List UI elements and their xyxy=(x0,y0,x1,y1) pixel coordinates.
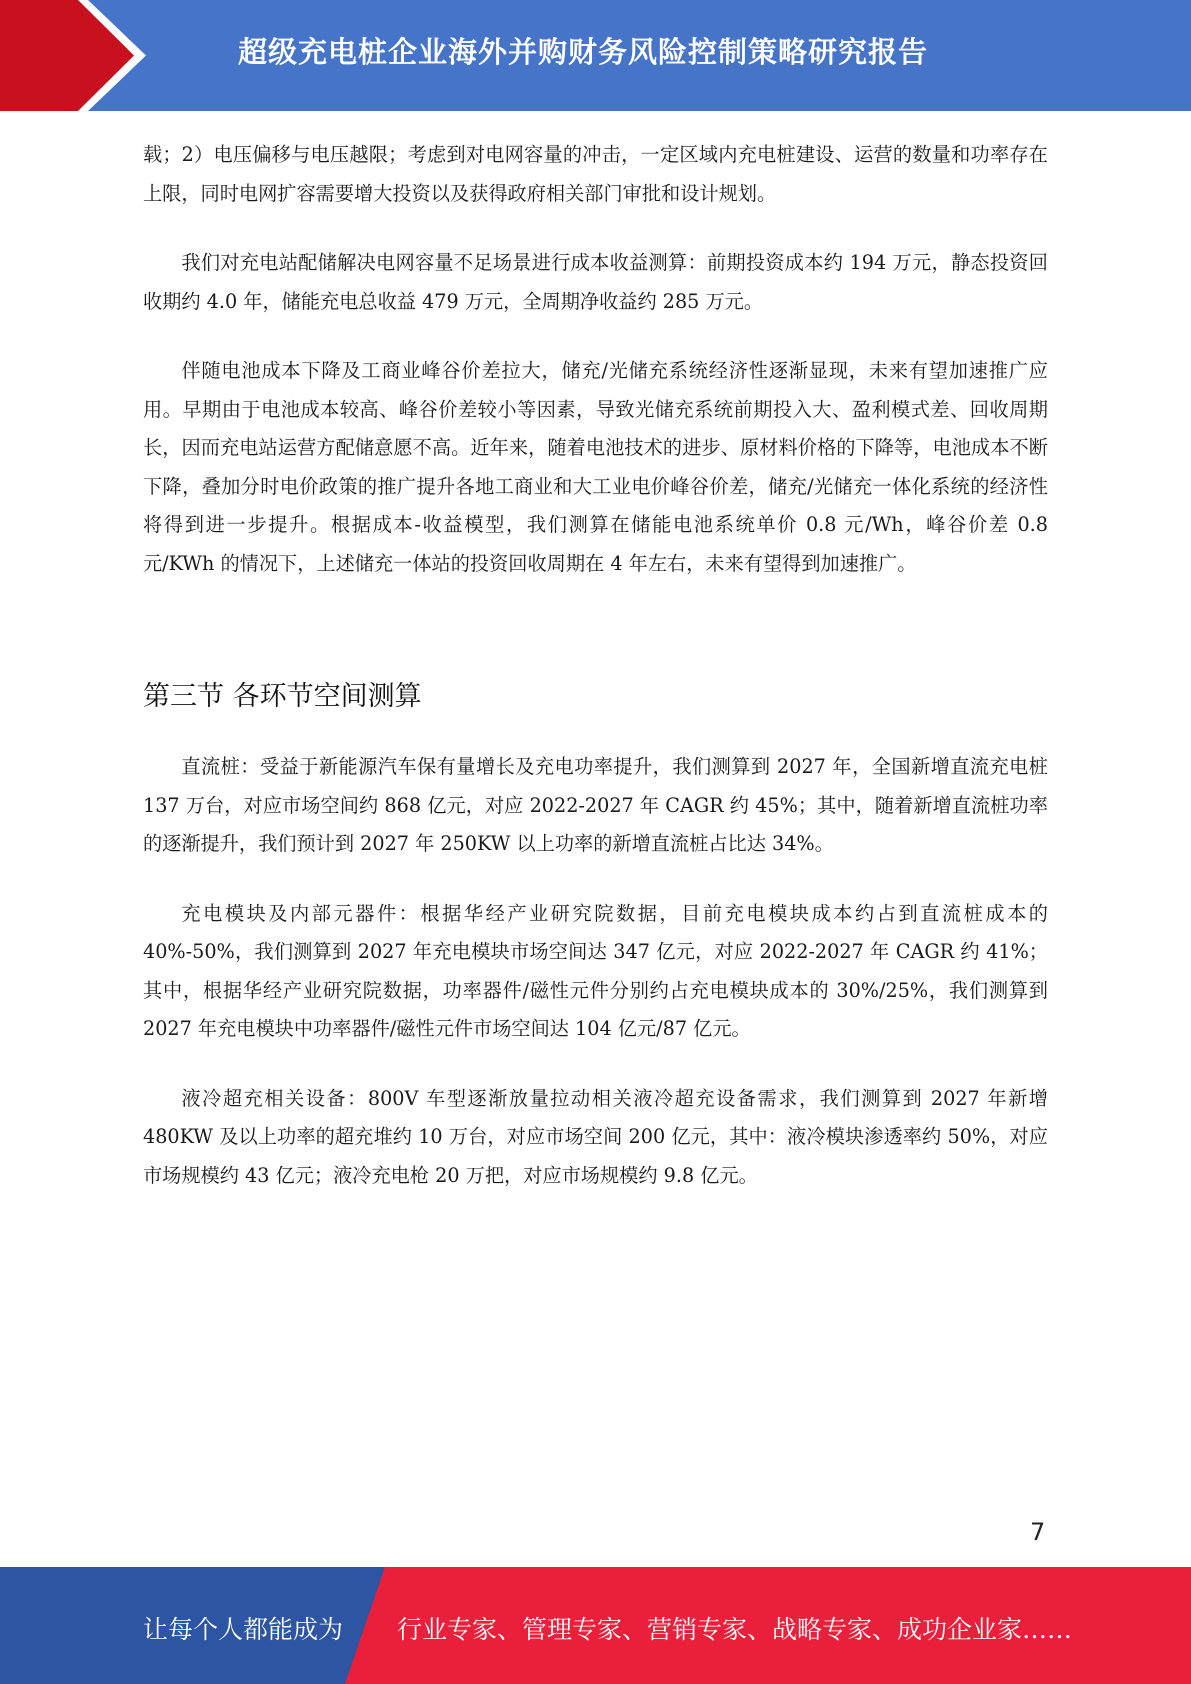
paragraph: 伴随电池成本下降及工商业峰谷价差拉大，储充/光储充系统经济性逐渐显现，未来有望加速推广应用。早期由于电池成本较高、峰谷价差较小等因素，导致光储充系统前期投入大、盈利模式差、回收周期长，因而充电站运营方配储意愿不高。近年来，随着电池技术的进步、原材料价格的下降等，电池成本不断下降，叠加分时电价政策的推广提升各地工商业和大工业电价峰谷价差，储充/光储充一体化系统的经济性将得到进一步提升。根据成本-收益模型，我们测算在储能电池系统单价 0.8 元/Wh，峰谷价差 0.8 元/KWh 的情况下，上述储充一体站的投资回收周期在 4 年左右，未来有望得到加速推广。 xyxy=(143,359,1048,575)
paragraph: 充电模块及内部元器件：根据华经产业研究院数据，目前充电模块成本约占到直流桩成本的40%-50%，我们测算到 2027 年充电模块市场空间达 347 亿元，对应 2022-2027 年 CAGR 约 41%；其中，根据华经产业研究院数据，功率器件/磁性元件分别约占充电模块成本的 30%/25%，我们测算到 2027 年充电模块中功率器件/磁性元件市场空间达 104 亿元/87 亿元。 xyxy=(143,901,1048,1040)
paragraph: 直流桩：受益于新能源汽车保有量增长及充电功率提升，我们测算到 2027 年，全国新增直流充电桩 137 万台，对应市场空间约 868 亿元，对应 2022-2027 年 CAGR 约 45%；其中，随着新增直流桩功率的逐渐提升，我们预计到 2027 年 250KW 以上功率的新增直流桩占比达 34%。 xyxy=(143,755,1048,855)
page-number: 7 xyxy=(1030,1518,1046,1546)
section-gap xyxy=(143,716,1048,748)
paragraph: 我们对充电站配储解决电网容量不足场景进行成本收益测算：前期投资成本约 194 万元，静态投资回收期约 4.0 年，储能充电总收益 479 万元，全周期净收益约 285 万元。 xyxy=(143,251,1048,313)
header-red-arrow-shape xyxy=(0,0,160,111)
paragraph: 载；2）电压偏移与电压越限；考虑到对电网容量的冲击，一定区域内充电桩建设、运营的数量和功率存在上限，同时电网扩容需要增大投资以及获得政府相关部门审批和设计规划。 xyxy=(143,143,1048,205)
paragraph-gap xyxy=(143,213,1048,244)
paragraph-gap xyxy=(143,1049,1048,1080)
paragraph-gap xyxy=(143,321,1048,352)
report-title: 超级充电桩企业海外并购财务风险控制策略研究报告 xyxy=(238,35,929,69)
section-gap xyxy=(143,583,1048,678)
page-content xyxy=(143,136,1048,1195)
paragraph: 液冷超充相关设备：800V 车型逐渐放量拉动相关液冷超充设备需求，我们测算到 2027 年新增480KW 及以上功率的超充堆约 10 万台，对应市场空间 200 亿元，其中：液冷模块渗透率约 50%，对应市场规模约 43 亿元；液冷充电枪 20 万把，对应市场规模约 9.8 亿元。 xyxy=(143,1086,1048,1187)
footer-slogan-right: 行业专家、管理专家、营销专家、战略专家、成功企业家…… xyxy=(397,1615,1073,1644)
section-heading: 第三节 各环节空间测算 xyxy=(143,681,422,712)
footer-slogan-left: 让每个人都能成为 xyxy=(143,1615,344,1644)
header-banner xyxy=(0,0,1191,111)
paragraph-gap xyxy=(143,864,1048,895)
footer-banner xyxy=(0,1567,1191,1684)
